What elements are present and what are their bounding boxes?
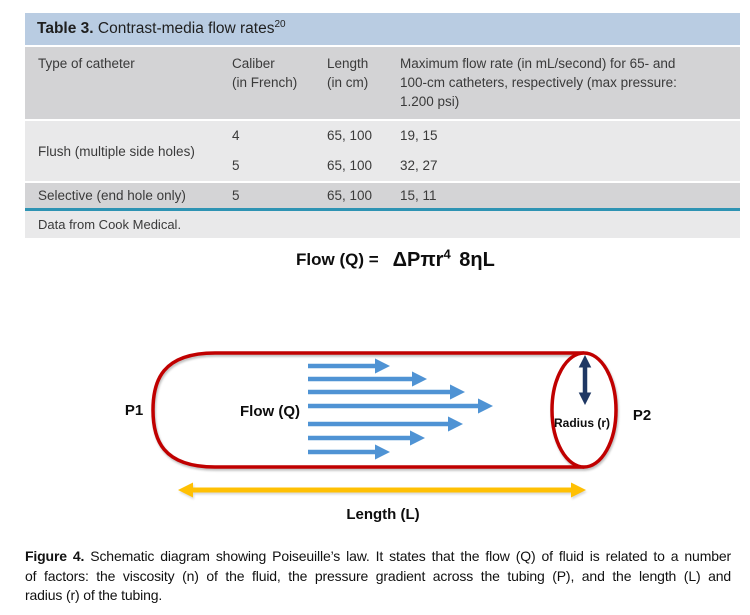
header-max-flow-rate: Maximum flow rate (in mL/second) for 65- and 100-cm catheters, respectively (max pressure: 1.200 psi)	[400, 56, 677, 109]
flow-q-label: Flow (Q)	[240, 403, 300, 420]
formula-denominator: 8ηL	[459, 249, 495, 271]
selective-flow-cell: 15, 11	[400, 188, 437, 203]
selective-type-cell: Selective (end hole only)	[38, 188, 186, 203]
flush-type-cell: Flush (multiple side holes)	[38, 143, 195, 159]
length-label: Length (L)	[346, 506, 420, 523]
formula-exponent: 4	[443, 246, 451, 262]
header-caliber: Caliber (in French)	[232, 56, 298, 90]
figure-number-label: Figure 4.	[25, 548, 85, 564]
contrast-media-table	[25, 13, 740, 238]
table-row-flush	[25, 121, 740, 181]
figure-caption	[25, 547, 731, 606]
tube-outline	[153, 353, 616, 467]
radius-label: Radius (r)	[553, 416, 611, 430]
header-length: Length (in cm)	[327, 56, 369, 90]
pressure-p1-label: P1	[124, 402, 144, 419]
table-title-label: Table 3.	[37, 20, 94, 37]
flow-profile-arrows	[308, 366, 487, 452]
table-title-text: Contrast-media flow rates	[93, 20, 275, 37]
header-type-of-catheter: Type of catheter	[38, 56, 135, 71]
table-footnote: Data from Cook Medical.	[25, 208, 740, 238]
poiseuille-diagram	[0, 330, 750, 540]
selective-length-cell: 65, 100	[327, 188, 373, 203]
caption-line-3: radius (r) of the tubing.	[25, 587, 163, 603]
table-header-row	[25, 47, 740, 119]
table-title-reference-superscript: 20	[274, 18, 286, 30]
table-title-bar	[25, 13, 740, 45]
formula-fraction	[390, 246, 495, 271]
selective-caliber-cell: 5	[232, 188, 240, 203]
pressure-p2-label: P2	[632, 407, 652, 424]
caption-line-2: of factors: the viscosity (n) of the fluid, the pressure gradient across the tubing (P), and the length (L) and	[25, 567, 731, 584]
poiseuille-formula	[296, 246, 495, 271]
table-row-selective	[25, 183, 740, 208]
formula-numerator: ΔPπr$^4$	[392, 246, 451, 271]
formula-lhs: Flow (Q) =	[296, 250, 379, 269]
caption-line-1: Figure 4. Schematic diagram showing Poiseuille’s law. It states that the flow (Q) of fluid is related to a number	[25, 548, 731, 564]
flush-flow-cells: 19, 15 32, 27	[400, 128, 438, 173]
flush-length-cells: 65, 100 65, 100	[327, 128, 373, 173]
flush-caliber-cells: 4 5	[232, 128, 240, 173]
